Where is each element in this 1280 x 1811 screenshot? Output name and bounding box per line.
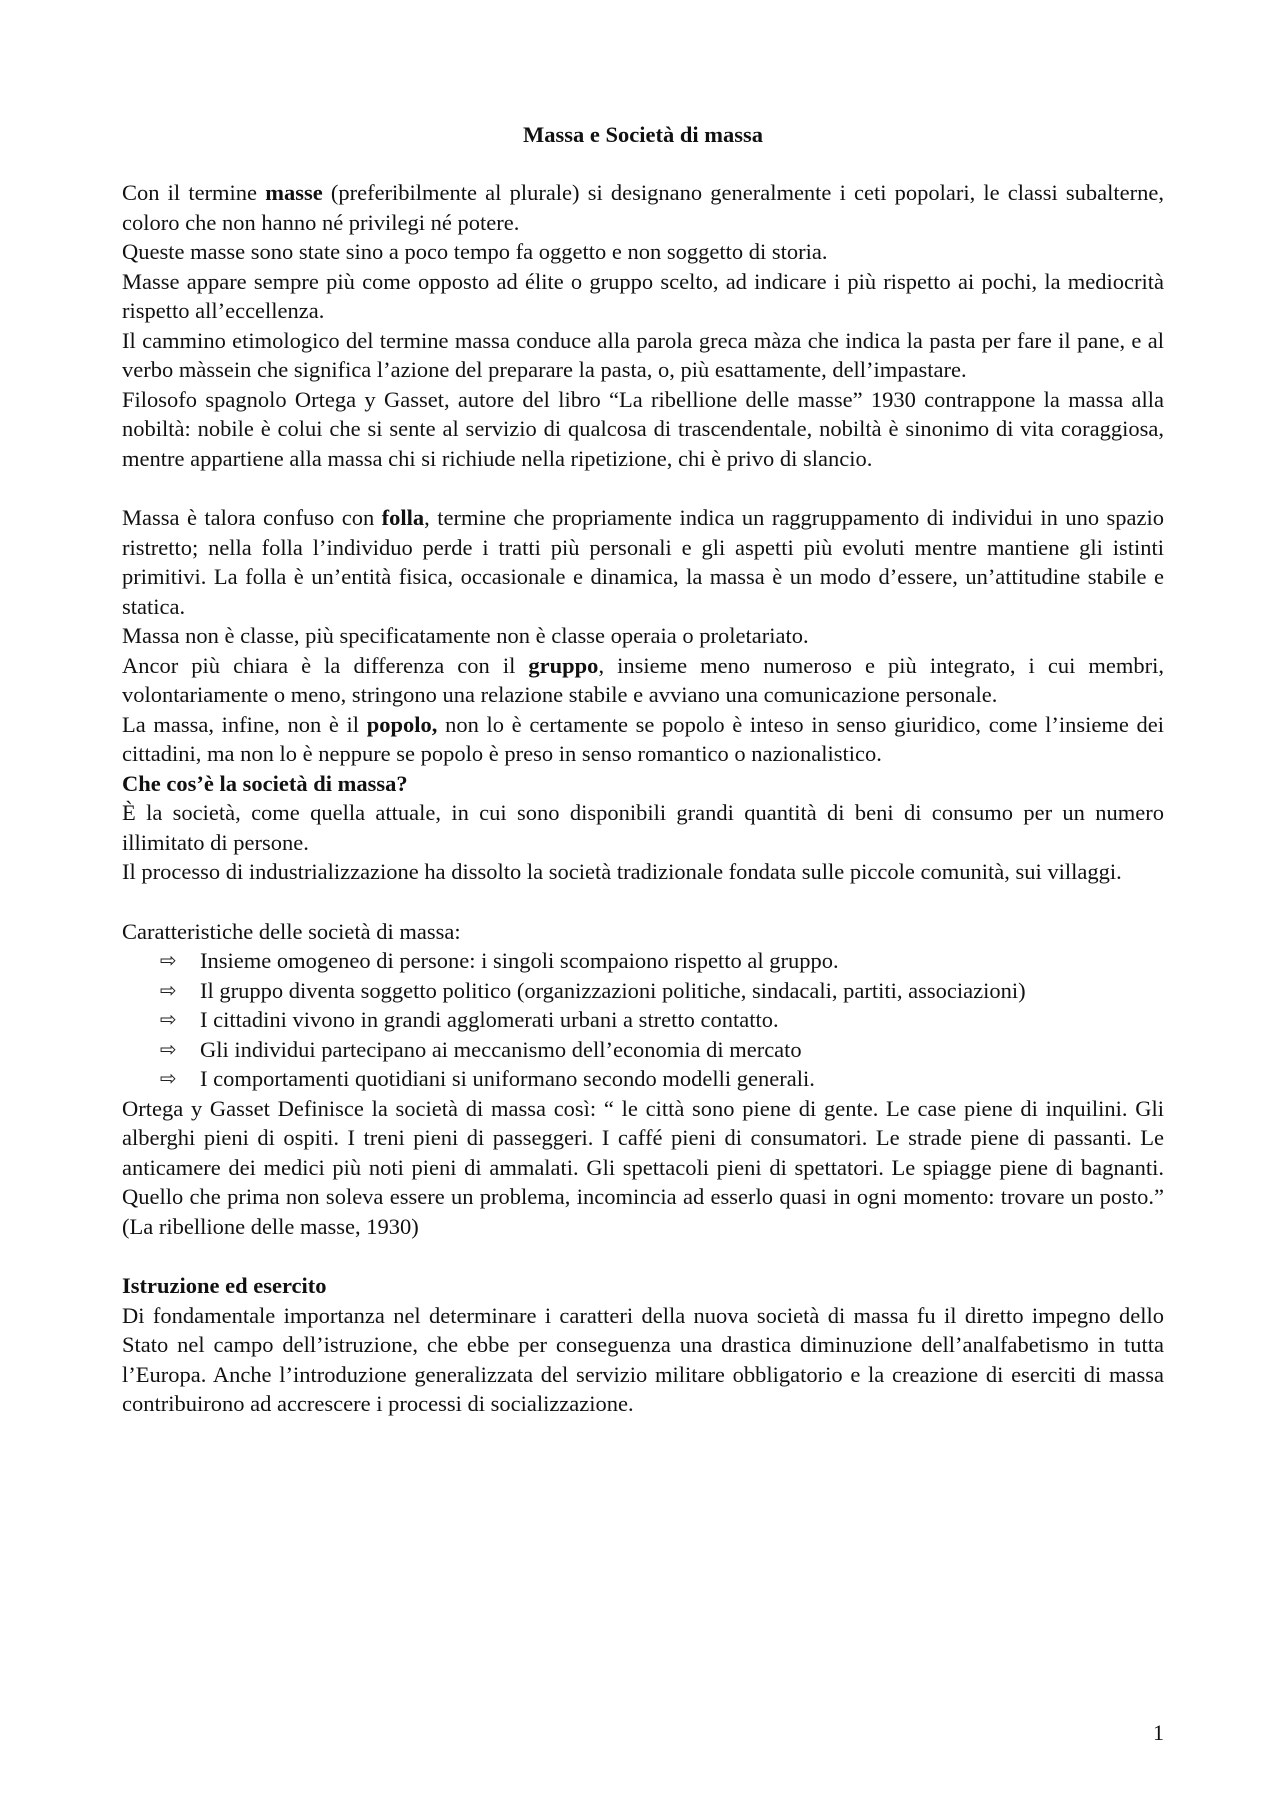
arrow-right-icon: ⇨ bbox=[160, 1036, 177, 1061]
paragraph-popolo bbox=[122, 710, 1164, 769]
arrow-right-icon: ⇨ bbox=[160, 1007, 177, 1031]
intro-paragraph-elite: Masse appare sempre più come opposto ad élite o gruppo scelto, ad indicare i più rispetto ai pochi, la mediocrità rispetto all’eccellenza. bbox=[122, 268, 1164, 323]
list-item-text: Insieme omogeneo di persone: i singoli scompaiono rispetto al gruppo. bbox=[200, 948, 839, 973]
bold-term-masse: masse bbox=[265, 180, 323, 205]
spacer bbox=[122, 473, 1164, 503]
arrow-right-icon: ⇨ bbox=[160, 948, 177, 972]
intro-paragraph-masse bbox=[122, 178, 1164, 237]
characteristics-list bbox=[122, 946, 1164, 1094]
section-heading-istruzione: Istruzione ed esercito bbox=[122, 1273, 327, 1298]
list-item bbox=[160, 1035, 1164, 1065]
distinctions-section bbox=[122, 503, 1164, 769]
text-run: , insieme meno numeroso e più integrato, i cui membri, volontariamente o meno, stringono una relazione stabile e avviano una comunicazione personale. bbox=[122, 652, 1164, 707]
spacer bbox=[122, 887, 1164, 917]
spacer bbox=[122, 1241, 1164, 1271]
society-section bbox=[122, 769, 1164, 887]
text-run: (preferibilmente al plurale) si designano generalmente i ceti popolari, le classi subalterne, coloro che non hanno né privilegi né potere. bbox=[122, 180, 1164, 235]
bold-term-gruppo: gruppo bbox=[528, 652, 599, 678]
text-run: , termine che propriamente indica un raggruppamento di individui in uno spazio ristretto; nella folla l’individuo perde i tratti più personali e gli aspetti più evoluti mentre mantiene gli istinti primitivi. La folla è un’entità fisica, occasionale e dinamica, la massa è un modo d’essere, un’attitudine stabile e statica. bbox=[122, 505, 1164, 619]
spacer bbox=[122, 151, 1164, 178]
paragraph-gruppo bbox=[122, 651, 1164, 710]
bold-term-folla: folla bbox=[381, 505, 425, 530]
paragraph-istruzione: Di fondamentale importanza nel determinare i caratteri della nuova società di massa fu il diretto impegno dello Stato nel campo dell’istruzione, che ebbe per conseguenza una drastica diminuzione dell’analfabetismo in tutta l’Europa. Anche l’introduzione generalizzata del servizio militare obbligatorio e la creazione di eserciti di massa contribuirono ad accrescere i processi di socializzazione. bbox=[122, 1302, 1164, 1416]
page-number: 1 bbox=[1153, 1720, 1164, 1745]
paragraph-ortega-quote: Ortega y Gasset Definisce la società di massa così: “ le città sono piene di gente. Le case piene di inquilini. Gli alberghi pieni di ospiti. I treni pieni di passeggeri. I caffé pieni di consumatori. Le strade piene di passanti. Le anticamere dei medici più noti pieni di ammalati. Gli spettacoli pieni di spettatori. Le spiagge piene di bagnanti. Quello che prima non soleva essere un problema, incomincia ad esserlo quasi in ogni momento: trovare un posto.” (La ribellione delle masse, 1930) bbox=[122, 1095, 1164, 1239]
intro-section bbox=[122, 178, 1164, 473]
paragraph-classe: Massa non è classe, più specificatamente non è classe operaia o proletariato. bbox=[122, 623, 809, 648]
paragraph-folla bbox=[122, 503, 1164, 621]
characteristics-section bbox=[122, 917, 1164, 1242]
characteristics-intro: Caratteristiche delle società di massa: bbox=[122, 918, 461, 944]
text-run: Con il termine bbox=[122, 180, 266, 205]
list-item-text: I comportamenti quotidiani si uniformano secondo modelli generali. bbox=[200, 1066, 815, 1091]
list-item-text: Il gruppo diventa soggetto politico (organizzazioni politiche, sindacali, partiti, associazioni) bbox=[200, 977, 1026, 1003]
document-page bbox=[122, 0, 1164, 1811]
list-item-text: I cittadini vivono in grandi agglomerati urbani a stretto contatto. bbox=[200, 1007, 779, 1032]
text-run: Massa è talora confuso con bbox=[122, 505, 382, 530]
paragraph-definizione: È la società, come quella attuale, in cui sono disponibili grandi quantità di beni di consumo per un numero illimitato di persone. bbox=[122, 800, 1164, 855]
document-title: Massa e Società di massa bbox=[523, 122, 763, 147]
list-item bbox=[160, 976, 1164, 1006]
intro-paragraph-oggetto: Queste masse sono state sino a poco tempo fa oggetto e non soggetto di storia. bbox=[122, 239, 828, 264]
section-heading-societa: Che cos’è la società di massa? bbox=[122, 770, 408, 796]
bold-term-popolo: popolo, bbox=[366, 711, 438, 737]
list-item bbox=[160, 1005, 1164, 1035]
paragraph-industrializzazione: Il processo di industrializzazione ha dissolto la società tradizionale fondata sulle piccole comunità, sui villaggi. bbox=[122, 859, 1122, 884]
text-run: non lo è certamente se popolo è inteso in senso giuridico, come l’insieme dei cittadini, ma non lo è neppure se popolo è preso in senso romantico o nazionalistico. bbox=[122, 711, 1164, 766]
intro-paragraph-etimologia: Il cammino etimologico del termine massa conduce alla parola greca màza che indica la pasta per fare il pane, e al verbo màssein che significa l’azione del preparare la pasta, o, più esattamente, dell’impastare. bbox=[122, 327, 1164, 382]
list-item bbox=[160, 946, 1164, 976]
arrow-right-icon: ⇨ bbox=[160, 1066, 177, 1090]
list-item bbox=[160, 1064, 1164, 1094]
text-run: Ancor più chiara è la differenza con il bbox=[122, 652, 529, 678]
intro-paragraph-ortega: Filosofo spagnolo Ortega y Gasset, autore del libro “La ribellione delle masse” 1930 contrappone la massa alla nobiltà: nobile è colui che si sente al servizio di qualcosa di trascendentale, nobiltà è sinonimo di vita coraggiosa, mentre appartiene alla massa chi si richiude nella ripetizione, chi è privo di slancio. bbox=[122, 386, 1164, 471]
list-item-text: Gli individui partecipano ai meccanismo dell’economia di mercato bbox=[200, 1036, 802, 1062]
arrow-right-icon: ⇨ bbox=[160, 977, 177, 1002]
text-run: La massa, infine, non è il bbox=[122, 711, 367, 737]
education-section bbox=[122, 1271, 1164, 1419]
